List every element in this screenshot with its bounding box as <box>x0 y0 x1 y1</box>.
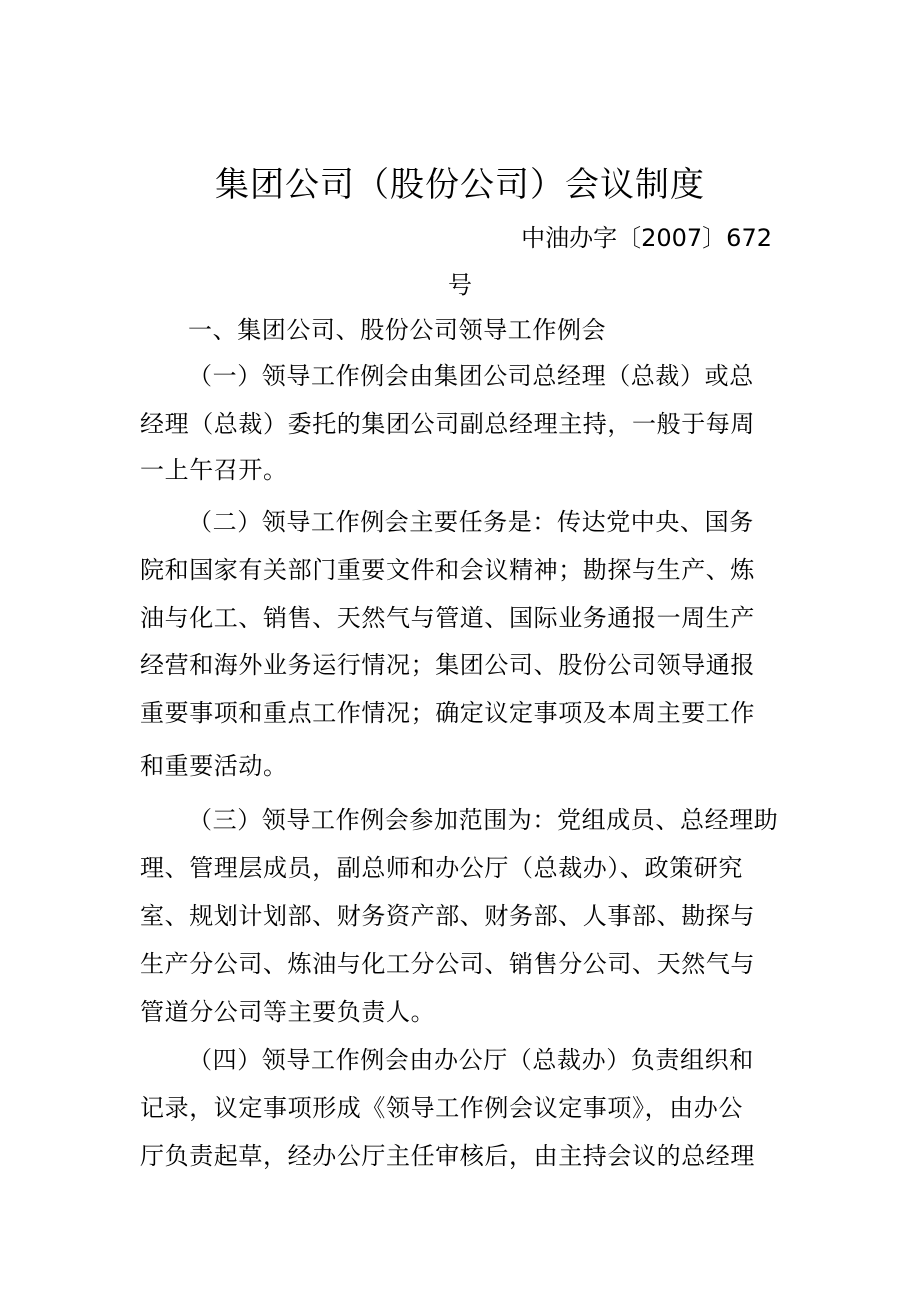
paragraph-line: 院和国家有关部门重要文件和会议精神；勘探与生产、炼 <box>140 556 755 584</box>
paragraph-line: 理、管理层成员，副总师和办公厅（总裁办）、政策研究 <box>140 854 743 882</box>
paragraph-line: 油与化工、销售、天然气与管道、国际业务通报一周生产 <box>140 604 755 632</box>
document-number-suffix: 号 <box>448 271 472 299</box>
document-title: 集团公司（股份公司）会议制度 <box>215 165 705 205</box>
paragraph-line: （四）领导工作例会由办公厅（总裁办）负责组织和 <box>188 1046 754 1074</box>
paragraph-line: 管道分公司等主要负责人。 <box>140 998 436 1026</box>
paragraph-line: （三）领导工作例会参加范围为：党组成员、总经理助 <box>188 806 779 834</box>
paragraph-line: 和重要活动。 <box>140 752 288 780</box>
paragraph-line: 厅负责起草，经办公厅主任审核后，由主持会议的总经理 <box>140 1142 755 1170</box>
paragraph-line: 重要事项和重点工作情况；确定议定事项及本周主要工作 <box>140 699 755 727</box>
paragraph-line: 记录，议定事项形成《领导工作例会议定事项》，由办公 <box>140 1094 743 1122</box>
paragraph-line: 生产分公司、炼油与化工分公司、销售分公司、天然气与 <box>140 950 755 978</box>
paragraph-line: （一）领导工作例会由集团公司总经理（总裁）或总 <box>188 362 754 390</box>
paragraph-line: （二）领导工作例会主要任务是：传达党中央、国务 <box>188 508 754 536</box>
paragraph-line: 经理（总裁）委托的集团公司副总经理主持，一般于每周 <box>140 410 755 438</box>
paragraph-line: 室、规划计划部、财务资产部、财务部、人事部、勘探与 <box>140 902 755 930</box>
paragraph-line: 一上午召开。 <box>140 456 288 484</box>
document-number: 中油办字〔2007〕672 <box>521 224 772 252</box>
paragraph-line: 经营和海外业务运行情况；集团公司、股份公司领导通报 <box>140 651 755 679</box>
section-heading: 一、集团公司、股份公司领导工作例会 <box>188 316 607 344</box>
